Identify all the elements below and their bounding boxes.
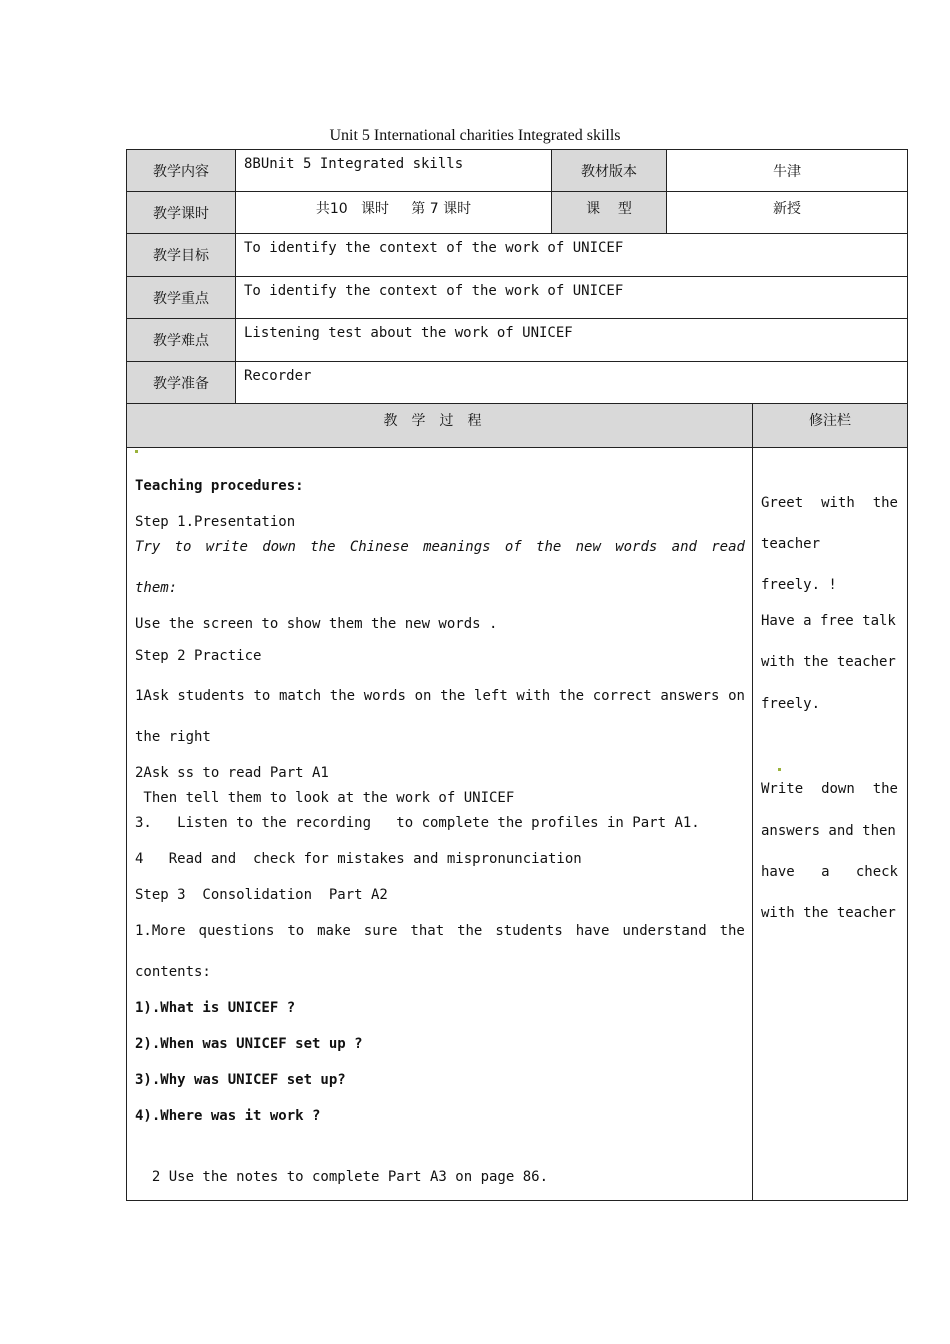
note-line-7 [761,781,898,797]
instruction-word: Chinese [349,539,409,555]
note-line-2: teacher [761,536,821,552]
instruction-word: match [278,688,322,704]
step2-item1-end: the right [135,729,211,745]
marker-dot [778,768,781,771]
instruction-word: on [728,688,745,704]
instruction-word: 1.More [135,923,186,939]
procedures-heading: Teaching procedures: [135,478,304,494]
note-line-1 [761,495,898,511]
question-3: 3).Why was UNICEF set up? [135,1072,346,1088]
step2-item4: 4 Read and check for mistakes and mispronunciation [135,851,582,867]
question-2: 2).When was UNICEF set up ? [135,1036,363,1052]
instruction-word: Try [135,539,161,555]
instruction-word: words [615,539,658,555]
instruction-word: to [287,923,305,939]
note-word: Write [761,781,804,797]
instruction-word: questions [198,923,275,939]
row-keypoint [127,277,908,319]
note-word: with [821,495,855,511]
note-word: the [872,495,898,511]
question-4: 4).Where was it work ? [135,1108,321,1124]
step2-item2: 2Ask ss to read Part A1 [135,765,329,781]
row-objective [127,234,908,277]
instruction-word: students [495,923,563,939]
step2-item3: 3. Listen to the recording to complete the profiles in Part A1. [135,815,700,831]
instruction-word: the [457,923,483,939]
value-difficulty: Listening test about the work of UNICEF [236,319,908,362]
instruction-word: left [474,688,508,704]
value-preparation: Recorder [236,362,908,404]
row-difficulty [127,319,908,362]
instruction-word: that [410,923,445,939]
label-keypoint: 教学重点 [127,277,236,319]
marker-dot [135,450,138,453]
note-line-5: with the teacher [761,654,896,670]
instruction-word: understand [622,923,707,939]
instruction-word: the [719,923,745,939]
lesson-plan-table [126,149,908,1201]
instruction-word: and [671,539,697,555]
instruction-word: meanings [423,539,491,555]
instruction-word: have [575,923,610,939]
instruction-word: new [575,539,601,555]
step2-title: Step 2 Practice [135,648,262,664]
instruction-word: to [174,539,192,555]
instruction-word: students [177,688,245,704]
row-preparation [127,362,908,404]
step3-item2: 2 Use the notes to complete Part A3 on page 86. [135,1169,549,1185]
instruction-word: down [262,539,296,555]
value-content: 8BUnit 5 Integrated skills [236,150,552,192]
notes-header: 修注栏 [753,404,908,448]
instruction-word: the [440,688,466,704]
instruction-word: sure [363,923,398,939]
process-body [127,448,753,1201]
label-preparation: 教学准备 [127,362,236,404]
label-edition: 教材版本 [552,150,667,192]
process-header: 教学过程 [127,404,753,448]
instruction-word: the [536,539,562,555]
value-periods: 共10 课时 第 7 课时 [236,192,552,234]
step3-title: Step 3 Consolidation Part A2 [135,887,388,903]
instruction-word: on [414,688,432,704]
note-word: a [821,864,830,880]
step2-item1 [135,688,745,704]
note-word: down [821,781,855,797]
step1-instruction [135,539,745,555]
step3-item1-end: contents: [135,964,211,980]
instruction-word: the [558,688,585,704]
label-objective: 教学目标 [127,234,236,277]
instruction-word: the [310,539,336,555]
notes-body [753,448,908,1201]
instruction-word: 1Ask [135,688,169,704]
step1-instruction-end: them: [135,580,178,596]
note-word: have [761,864,795,880]
instruction-word: with [516,688,551,704]
label-content: 教学内容 [127,150,236,192]
label-difficulty: 教学难点 [127,319,236,362]
instruction-word: to [253,688,271,704]
document-title: Unit 5 International charities Integrated skills [329,127,621,144]
note-line-6: freely. [761,696,821,712]
note-line-8: answers and then [761,823,896,839]
instruction-word: read [711,539,745,555]
value-edition: 牛津 [667,150,908,192]
note-line-10: with the teacher [761,905,896,921]
instruction-word: answers [660,688,720,704]
step1-title: Step 1.Presentation [135,514,296,530]
row-process-header [127,404,908,448]
note-line-3: freely. ! [761,577,837,593]
instruction-word: correct [592,688,652,704]
question-1: 1).What is UNICEF ? [135,1000,296,1016]
instruction-word: words [363,688,406,704]
step2-item2b: Then tell them to look at the work of UNICEF [135,790,515,806]
row-periods [127,192,908,234]
value-type: 新授 [667,192,908,234]
note-line-9 [761,864,898,880]
note-word: check [855,864,898,880]
note-word: the [872,781,898,797]
note-word: Greet [761,495,804,511]
note-line-4: Have a free talk [761,613,896,629]
step3-item1 [135,923,745,939]
instruction-word: make [317,923,351,939]
instruction-word: the [329,688,356,704]
value-keypoint: To identify the context of the work of UNICEF [236,277,908,319]
row-process-body [127,448,908,1201]
instruction-word: of [504,539,522,555]
value-objective: To identify the context of the work of UNICEF [236,234,908,277]
step1-screen: Use the screen to show them the new words . [135,616,498,632]
label-periods: 教学课时 [127,192,236,234]
label-type: 课 型 [552,192,667,234]
row-content [127,150,908,192]
instruction-word: write [205,539,248,555]
